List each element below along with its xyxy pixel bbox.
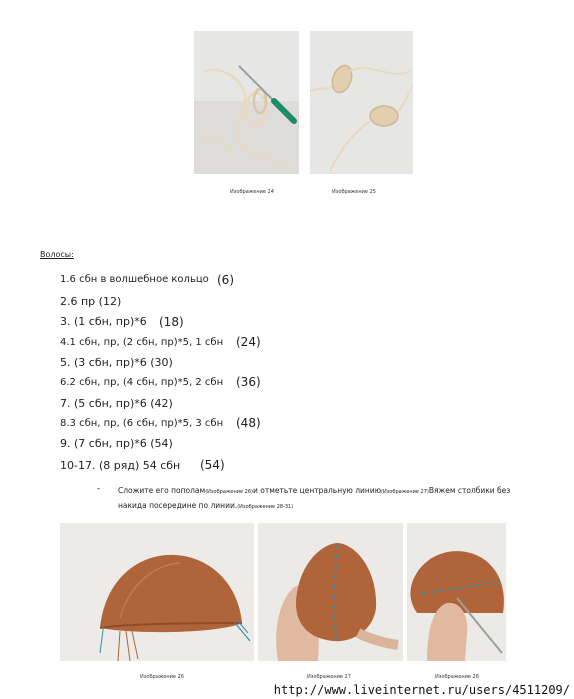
step-text: 5. (3 сбн, пр)*6 (30) [60,356,173,369]
note-part-3: Вяжем столбики без накида посередине по линии. [118,486,511,510]
photo-25-illustration [310,31,413,174]
note-ref-3: (Изображение 28-31) [237,504,294,510]
step-9 [60,437,173,450]
step-text: 1.6 сбн в волшебное кольцо [60,274,209,285]
note-bullet: - [97,484,101,494]
photo-28 [407,523,506,661]
photo-27-caption: Изображение 27 [307,674,351,680]
step-count: (18) [159,315,184,329]
photo-26-caption: Изображение 26 [140,674,184,680]
step-6 [60,375,261,389]
step-count: (54) [200,458,225,472]
note-part-1: Сложите его пополам [118,486,206,495]
step-4 [60,335,261,349]
step-1 [60,273,234,287]
step-5 [60,356,173,369]
step-text: 6.2 сбн, пр, (4 сбн, пр)*5, 2 сбн [60,377,224,388]
note-text [118,484,538,514]
photo-27-illustration [258,523,403,661]
step-count: (36) [236,375,261,389]
step-count: (6) [217,273,234,287]
step-text: 4.1 сбн, пр, (2 сбн, пр)*5, 1 сбн [60,337,224,348]
step-8 [60,416,261,430]
photo-24-illustration [194,31,299,174]
watermark-url: http://www.liveinternet.ru/users/4511209/ [273,683,570,697]
note-ref-2: (Изображение 27) [381,489,429,495]
step-text: 7. (5 сбн, пр)*6 (42) [60,397,173,410]
photo-25-caption: Изображение 25 [332,189,376,195]
section-title-hair: Волосы: [40,250,74,259]
step-10 [60,458,225,472]
step-text: 10-17. (8 ряд) 54 сбн [60,459,181,472]
photo-25 [310,31,413,174]
photo-26 [60,523,254,661]
step-text: 3. (1 сбн, пр)*6 [60,315,147,328]
photo-26-illustration [60,523,254,661]
step-text: 8.3 сбн, пр, (6 сбн, пр)*5, 3 сбн [60,418,224,429]
photo-24 [194,31,299,174]
step-text: 9. (7 сбн, пр)*6 (54) [60,437,173,450]
step-3 [60,315,184,329]
note-part-2: и отметьте центральную линию [253,486,382,495]
step-text: 2.6 пр (12) [60,295,122,308]
photo-28-illustration [407,523,506,661]
photo-24-caption: Изображение 24 [230,189,274,195]
note-ref-1: (Изображение 26) [205,489,253,495]
photo-28-caption: Изображение 28 [435,674,479,680]
step-2 [60,295,121,308]
step-count: (24) [236,335,261,349]
step-7 [60,397,173,410]
photo-27 [258,523,403,661]
step-count: (48) [236,416,261,430]
